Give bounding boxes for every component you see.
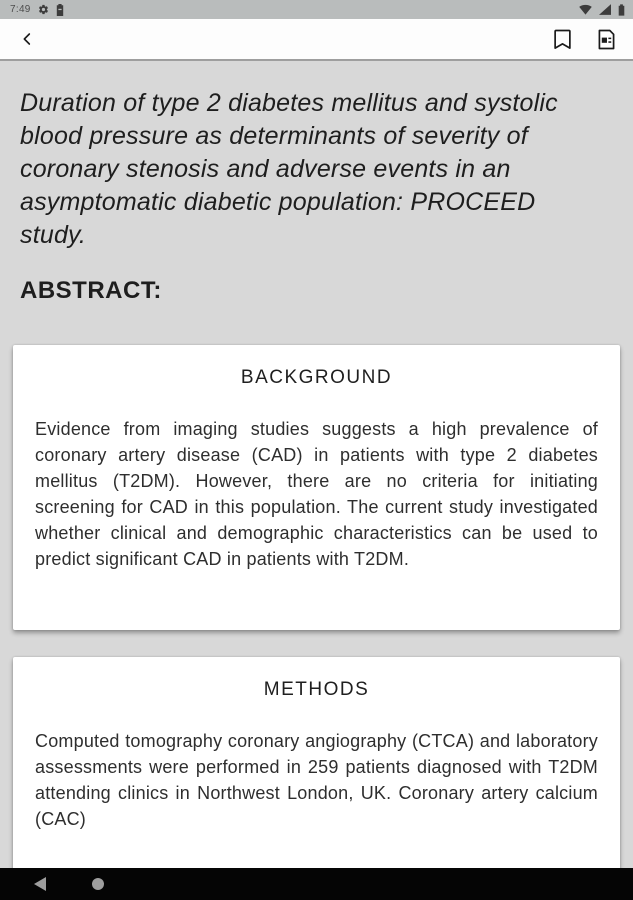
article-scroll-area[interactable] <box>0 61 633 900</box>
article-title: Duration of type 2 diabetes mellitus and systolic blood pressure as determinants of severity of coronary stenosis and adverse events in an asymptomatic diabetic population: PROCEED study. <box>20 89 558 249</box>
abstract-heading: ABSTRACT: <box>20 277 162 304</box>
bookmark-button[interactable] <box>549 26 575 52</box>
section-body: Computed tomography coronary angiography (CTCA) and laboratory assessments were performed in 259 patients diagnosed with T2DM attending clinics in Northwest London, UK. Coronary artery calcium (CAC) <box>35 731 598 829</box>
section-body: Evidence from imaging studies suggests a high prevalence of coronary artery disease (CAD) in patients with type 2 diabetes mellitus (T2DM). However, there are no criteria for initiating screening for CAD in this population. The current study investigated whether clinical and demographic characteristics can be used to predict significant CAD in patients with T2DM. <box>35 419 598 569</box>
section-heading: BACKGROUND <box>240 367 393 388</box>
section-heading: METHODS <box>263 679 370 700</box>
clock: 7:49 <box>10 4 31 15</box>
status-bar-right <box>579 4 625 16</box>
methods-section-card <box>13 657 620 900</box>
background-section-card <box>13 345 620 630</box>
cellular-signal-icon <box>599 4 611 15</box>
android-back-icon <box>34 877 47 891</box>
status-bar <box>0 0 633 19</box>
bookmark-icon <box>554 29 571 50</box>
battery-saver-icon <box>56 4 64 16</box>
document-button[interactable] <box>593 26 619 52</box>
document-icon <box>598 29 615 50</box>
app-bar-actions <box>549 26 619 52</box>
android-home-button[interactable] <box>88 874 108 894</box>
gear-icon <box>38 4 49 15</box>
back-chevron-icon <box>19 31 35 47</box>
android-home-icon <box>91 877 105 891</box>
status-bar-left <box>10 4 64 16</box>
back-button[interactable] <box>14 26 40 52</box>
battery-icon <box>618 4 625 16</box>
android-back-button[interactable] <box>30 874 50 894</box>
app-bar <box>0 19 633 61</box>
wifi-icon <box>579 4 592 15</box>
android-nav-bar <box>0 868 633 900</box>
